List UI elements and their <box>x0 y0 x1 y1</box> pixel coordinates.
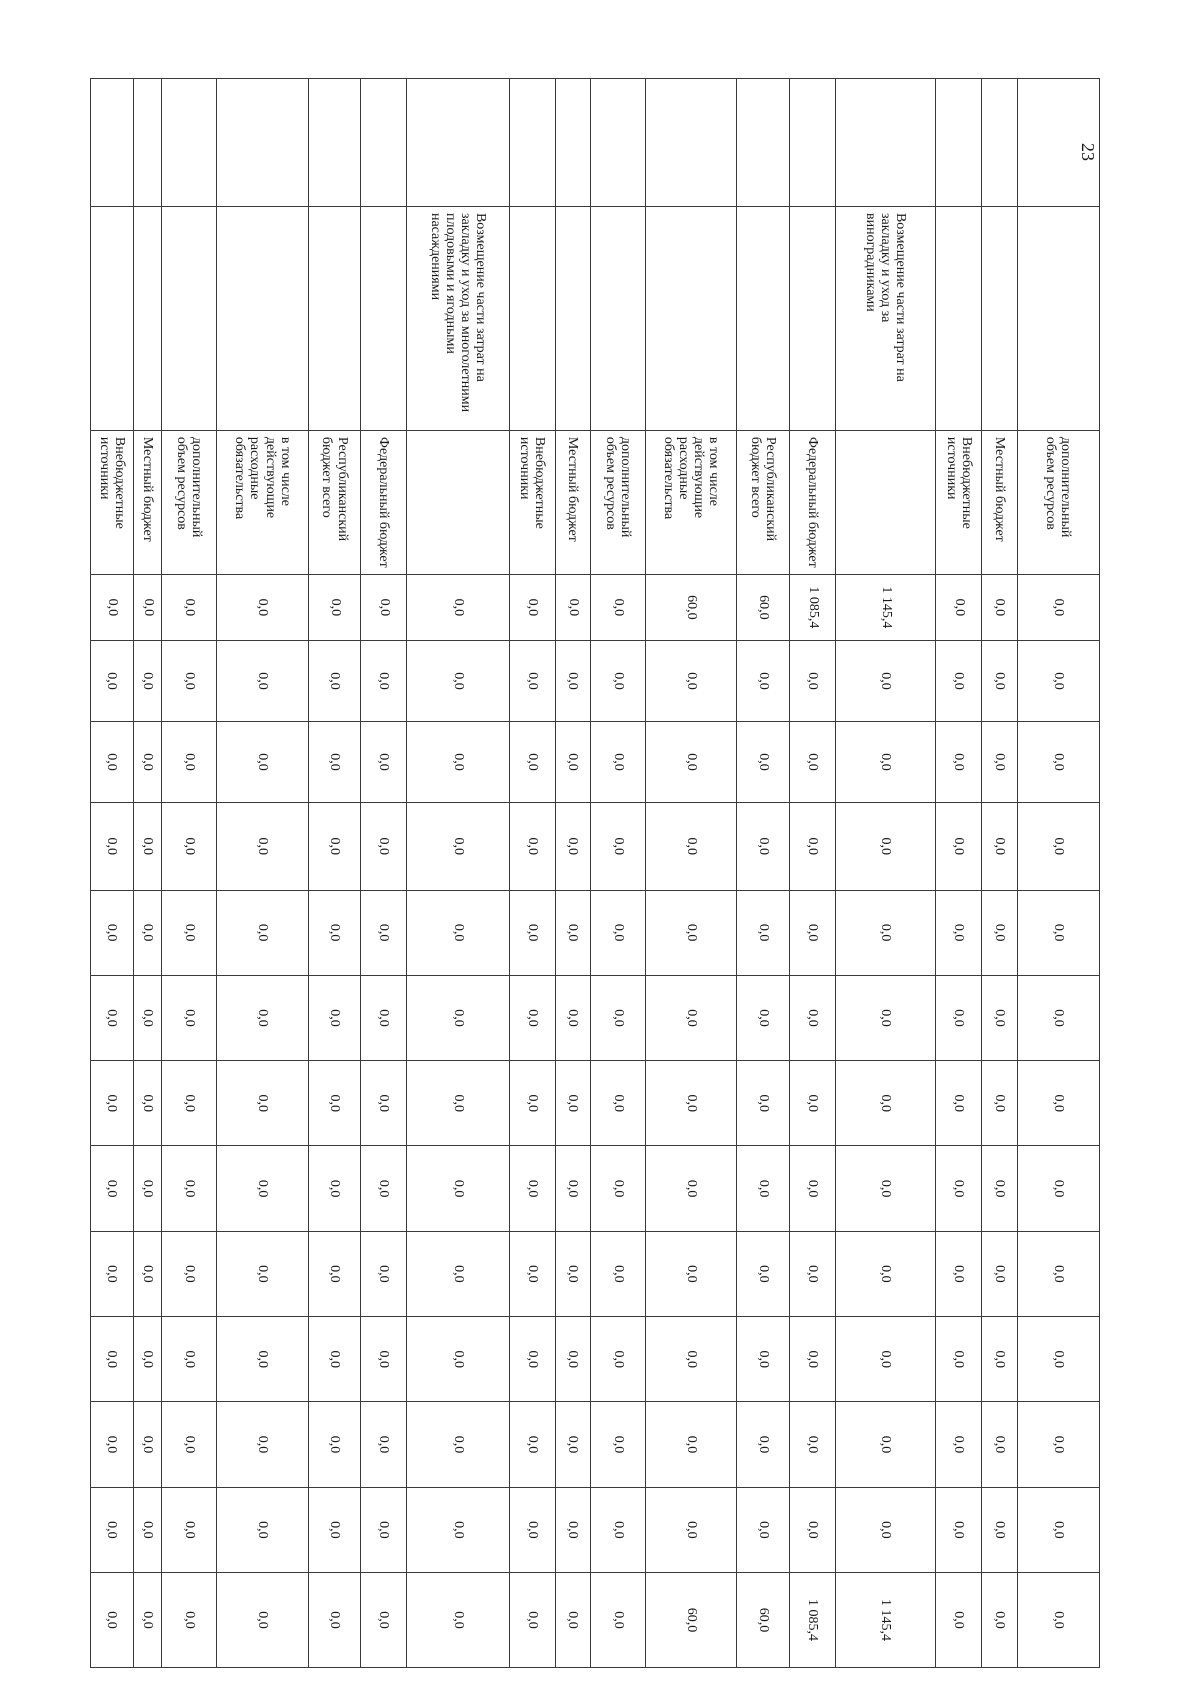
value-cell: 0,0 <box>308 1146 361 1231</box>
value-cell: 0,0 <box>162 975 217 1060</box>
value-cell: 0,0 <box>646 1231 737 1316</box>
value-cell: 0,0 <box>217 1146 308 1231</box>
value-cell: 0,0 <box>509 1317 555 1402</box>
value-cell: 0,0 <box>591 1231 646 1316</box>
value-cell: 0,0 <box>737 975 790 1060</box>
measure-cell <box>555 206 590 430</box>
value-cell: 0,0 <box>1017 1487 1099 1572</box>
funding-source-cell: Внебюджетные источники <box>936 430 982 574</box>
value-cell: 0,0 <box>591 803 646 890</box>
value-cell: 0,0 <box>217 975 308 1060</box>
value-cell: 0,0 <box>982 1573 1017 1668</box>
table-row <box>555 79 590 1668</box>
value-cell: 0,0 <box>555 803 590 890</box>
value-cell: 0,0 <box>646 1146 737 1231</box>
value-cell: 1 085,4 <box>790 574 836 640</box>
value-cell: 1 145,4 <box>835 1573 936 1668</box>
value-cell: 0,0 <box>555 975 590 1060</box>
blank-cell <box>361 79 407 207</box>
value-cell: 0,0 <box>407 574 510 640</box>
measure-cell <box>217 206 308 430</box>
value-cell: 0,0 <box>217 1487 308 1572</box>
value-cell: 0,0 <box>217 1317 308 1402</box>
value-cell: 0,0 <box>555 1573 590 1668</box>
value-cell: 0,0 <box>308 1231 361 1316</box>
value-cell: 0,0 <box>162 722 217 803</box>
value-cell: 0,0 <box>1017 1317 1099 1402</box>
value-cell: 0,0 <box>407 1061 510 1146</box>
value-cell: 0,0 <box>982 975 1017 1060</box>
value-cell: 0,0 <box>509 1402 555 1487</box>
funding-source-cell: дополнительный объем ресурсов <box>162 430 217 574</box>
value-cell: 0,0 <box>509 640 555 721</box>
value-cell: 0,0 <box>835 1317 936 1402</box>
value-cell: 0,0 <box>162 1231 217 1316</box>
value-cell: 0,0 <box>308 1573 361 1668</box>
value-cell: 0,0 <box>936 975 982 1060</box>
value-cell: 0,0 <box>217 640 308 721</box>
value-cell: 0,0 <box>646 1061 737 1146</box>
value-cell: 0,0 <box>982 1487 1017 1572</box>
value-cell: 0,0 <box>555 1061 590 1146</box>
table-row <box>308 79 361 1668</box>
value-cell: 0,0 <box>982 1061 1017 1146</box>
blank-cell <box>646 79 737 207</box>
measure-cell <box>361 206 407 430</box>
value-cell: 0,0 <box>737 1146 790 1231</box>
funding-source-cell: Местный бюджет <box>555 430 590 574</box>
value-cell: 0,0 <box>936 722 982 803</box>
value-cell: 0,0 <box>361 1146 407 1231</box>
value-cell: 0,0 <box>1017 1061 1099 1146</box>
value-cell: 0,0 <box>509 803 555 890</box>
value-cell: 0,0 <box>509 722 555 803</box>
value-cell: 0,0 <box>646 1317 737 1402</box>
blank-cell <box>936 79 982 207</box>
measure-cell <box>308 206 361 430</box>
value-cell: 0,0 <box>936 574 982 640</box>
value-cell: 0,0 <box>308 803 361 890</box>
value-cell: 0,0 <box>555 1487 590 1572</box>
value-cell: 0,0 <box>737 890 790 975</box>
value-cell: 0,0 <box>982 574 1017 640</box>
value-cell: 0,0 <box>936 640 982 721</box>
table-row <box>936 79 982 1668</box>
value-cell: 0,0 <box>1017 640 1099 721</box>
table-row <box>162 79 217 1668</box>
value-cell: 60,0 <box>737 1573 790 1668</box>
value-cell: 0,0 <box>133 722 162 803</box>
value-cell: 0,0 <box>91 1061 134 1146</box>
value-cell: 0,0 <box>133 803 162 890</box>
value-cell: 0,0 <box>308 1402 361 1487</box>
value-cell: 0,0 <box>407 1487 510 1572</box>
table-row <box>133 79 162 1668</box>
table-row <box>1017 79 1099 1668</box>
value-cell: 0,0 <box>509 1231 555 1316</box>
blank-cell <box>790 79 836 207</box>
funding-source-cell: Внебюджетные источники <box>91 430 134 574</box>
table-row <box>982 79 1017 1668</box>
value-cell: 0,0 <box>162 803 217 890</box>
value-cell: 0,0 <box>982 803 1017 890</box>
value-cell: 0,0 <box>91 803 134 890</box>
value-cell: 0,0 <box>1017 975 1099 1060</box>
value-cell: 60,0 <box>646 1573 737 1668</box>
value-cell: 0,0 <box>555 1402 590 1487</box>
value-cell: 0,0 <box>91 1231 134 1316</box>
value-cell: 0,0 <box>646 1402 737 1487</box>
measure-cell: Возмещение части затрат на закладку и уход за многолетними плодовыми и ягодными насаждениями <box>407 206 510 430</box>
value-cell: 0,0 <box>1017 722 1099 803</box>
value-cell: 0,0 <box>361 574 407 640</box>
value-cell: 0,0 <box>835 640 936 721</box>
value-cell: 0,0 <box>591 890 646 975</box>
blank-cell <box>591 79 646 207</box>
value-cell: 0,0 <box>737 803 790 890</box>
funding-source-cell: Местный бюджет <box>982 430 1017 574</box>
table-row <box>91 79 134 1668</box>
table-row <box>790 79 836 1668</box>
blank-cell <box>835 79 936 207</box>
value-cell: 0,0 <box>407 640 510 721</box>
funding-source-cell: Федеральный бюджет <box>790 430 836 574</box>
value-cell: 0,0 <box>217 1231 308 1316</box>
value-cell: 0,0 <box>936 1146 982 1231</box>
value-cell: 0,0 <box>361 1487 407 1572</box>
measure-cell <box>509 206 555 430</box>
value-cell: 0,0 <box>162 640 217 721</box>
value-cell: 0,0 <box>361 1061 407 1146</box>
value-cell: 0,0 <box>1017 1402 1099 1487</box>
value-cell: 0,0 <box>361 1402 407 1487</box>
funding-source-cell <box>835 430 936 574</box>
value-cell: 0,0 <box>936 1061 982 1146</box>
value-cell: 0,0 <box>835 975 936 1060</box>
funding-source-cell: Федеральный бюджет <box>361 430 407 574</box>
value-cell: 0,0 <box>407 1231 510 1316</box>
value-cell: 0,0 <box>555 640 590 721</box>
value-cell: 0,0 <box>162 1402 217 1487</box>
value-cell: 0,0 <box>509 1061 555 1146</box>
blank-cell <box>407 79 510 207</box>
funding-source-cell: дополнительный объем ресурсов <box>1017 430 1099 574</box>
blank-cell <box>982 79 1017 207</box>
measure-cell <box>982 206 1017 430</box>
value-cell: 0,0 <box>982 1231 1017 1316</box>
value-cell: 0,0 <box>133 890 162 975</box>
value-cell: 0,0 <box>407 803 510 890</box>
value-cell: 0,0 <box>1017 1573 1099 1668</box>
value-cell: 0,0 <box>509 1487 555 1572</box>
table-row <box>407 79 510 1668</box>
blank-cell <box>133 79 162 207</box>
table-row <box>835 79 936 1668</box>
value-cell: 0,0 <box>936 1487 982 1572</box>
value-cell: 0,0 <box>982 890 1017 975</box>
value-cell: 0,0 <box>790 803 836 890</box>
value-cell: 0,0 <box>790 1231 836 1316</box>
value-cell: 0,0 <box>737 1487 790 1572</box>
measure-cell <box>737 206 790 430</box>
value-cell: 0,0 <box>936 1573 982 1668</box>
value-cell: 0,0 <box>555 1231 590 1316</box>
value-cell: 0,0 <box>361 640 407 721</box>
value-cell: 0,0 <box>591 975 646 1060</box>
value-cell: 0,0 <box>555 1146 590 1231</box>
value-cell: 0,0 <box>133 1487 162 1572</box>
value-cell: 0,0 <box>91 574 134 640</box>
value-cell: 0,0 <box>133 574 162 640</box>
value-cell: 0,0 <box>217 574 308 640</box>
value-cell: 0,0 <box>790 1402 836 1487</box>
value-cell: 0,0 <box>790 1061 836 1146</box>
value-cell: 0,0 <box>591 574 646 640</box>
funding-source-cell: Республиканский бюджет всего <box>737 430 790 574</box>
value-cell: 0,0 <box>555 574 590 640</box>
table-row <box>361 79 407 1668</box>
value-cell: 0,0 <box>162 574 217 640</box>
value-cell: 0,0 <box>982 1146 1017 1231</box>
value-cell: 0,0 <box>308 640 361 721</box>
table-row <box>217 79 308 1668</box>
value-cell: 0,0 <box>407 1402 510 1487</box>
value-cell: 0,0 <box>1017 1231 1099 1316</box>
value-cell: 0,0 <box>591 1061 646 1146</box>
value-cell: 0,0 <box>835 1487 936 1572</box>
value-cell: 0,0 <box>591 1402 646 1487</box>
value-cell: 0,0 <box>982 1402 1017 1487</box>
value-cell: 0,0 <box>509 1146 555 1231</box>
value-cell: 0,0 <box>91 1402 134 1487</box>
value-cell: 0,0 <box>509 1573 555 1668</box>
value-cell: 0,0 <box>555 1317 590 1402</box>
value-cell: 0,0 <box>835 1231 936 1316</box>
value-cell: 0,0 <box>835 1146 936 1231</box>
value-cell: 0,0 <box>835 890 936 975</box>
value-cell: 0,0 <box>361 722 407 803</box>
value-cell: 0,0 <box>737 1402 790 1487</box>
value-cell: 0,0 <box>1017 574 1099 640</box>
funding-source-cell: в том числе действующие расходные обязательства <box>646 430 737 574</box>
value-cell: 0,0 <box>790 890 836 975</box>
value-cell: 0,0 <box>646 640 737 721</box>
value-cell: 0,0 <box>407 890 510 975</box>
value-cell: 0,0 <box>308 1487 361 1572</box>
value-cell: 0,0 <box>91 1317 134 1402</box>
measure-cell <box>162 206 217 430</box>
value-cell: 0,0 <box>591 1487 646 1572</box>
measure-cell <box>91 206 134 430</box>
value-cell: 0,0 <box>217 722 308 803</box>
value-cell: 0,0 <box>407 1146 510 1231</box>
value-cell: 0,0 <box>646 890 737 975</box>
measure-cell <box>646 206 737 430</box>
value-cell: 0,0 <box>162 1573 217 1668</box>
table-body <box>91 79 1100 1668</box>
value-cell: 0,0 <box>790 640 836 721</box>
value-cell: 0,0 <box>407 1573 510 1668</box>
value-cell: 0,0 <box>162 1061 217 1146</box>
value-cell: 0,0 <box>133 1573 162 1668</box>
blank-cell <box>91 79 134 207</box>
value-cell: 0,0 <box>308 722 361 803</box>
value-cell: 0,0 <box>982 722 1017 803</box>
value-cell: 0,0 <box>308 1061 361 1146</box>
value-cell: 0,0 <box>217 803 308 890</box>
value-cell: 0,0 <box>361 1573 407 1668</box>
table-row <box>509 79 555 1668</box>
table-row <box>737 79 790 1668</box>
value-cell: 0,0 <box>162 1487 217 1572</box>
table-row <box>646 79 737 1668</box>
measure-cell <box>591 206 646 430</box>
blank-cell <box>308 79 361 207</box>
blank-cell <box>162 79 217 207</box>
value-cell: 0,0 <box>646 722 737 803</box>
value-cell: 0,0 <box>1017 890 1099 975</box>
value-cell: 0,0 <box>91 890 134 975</box>
value-cell: 0,0 <box>936 1231 982 1316</box>
value-cell: 0,0 <box>737 722 790 803</box>
blank-cell <box>555 79 590 207</box>
funding-source-cell <box>407 430 510 574</box>
value-cell: 0,0 <box>361 890 407 975</box>
measure-cell: Возмещение части затрат на закладку и уход за виноградниками <box>835 206 936 430</box>
value-cell: 0,0 <box>509 574 555 640</box>
value-cell: 0,0 <box>162 1146 217 1231</box>
funding-source-cell: в том числе действующие расходные обязательства <box>217 430 308 574</box>
value-cell: 0,0 <box>308 1317 361 1402</box>
value-cell: 0,0 <box>835 803 936 890</box>
funding-source-cell: Местный бюджет <box>133 430 162 574</box>
value-cell: 0,0 <box>646 975 737 1060</box>
value-cell: 0,0 <box>1017 1146 1099 1231</box>
funding-source-cell: Республиканский бюджет всего <box>308 430 361 574</box>
value-cell: 0,0 <box>1017 803 1099 890</box>
value-cell: 0,0 <box>591 640 646 721</box>
value-cell: 0,0 <box>835 1061 936 1146</box>
value-cell: 0,0 <box>936 1402 982 1487</box>
value-cell: 0,0 <box>591 1317 646 1402</box>
page-number: 23 <box>1078 143 1098 161</box>
value-cell: 0,0 <box>133 1402 162 1487</box>
value-cell: 0,0 <box>982 640 1017 721</box>
blank-cell <box>217 79 308 207</box>
value-cell: 0,0 <box>509 975 555 1060</box>
blank-cell <box>509 79 555 207</box>
value-cell: 1 085,4 <box>790 1573 836 1668</box>
measure-cell <box>936 206 982 430</box>
value-cell: 60,0 <box>737 574 790 640</box>
value-cell: 0,0 <box>835 722 936 803</box>
value-cell: 0,0 <box>91 1573 134 1668</box>
value-cell: 0,0 <box>835 1402 936 1487</box>
value-cell: 0,0 <box>790 722 836 803</box>
value-cell: 0,0 <box>361 975 407 1060</box>
value-cell: 0,0 <box>737 640 790 721</box>
value-cell: 60,0 <box>646 574 737 640</box>
value-cell: 0,0 <box>361 1317 407 1402</box>
value-cell: 0,0 <box>133 640 162 721</box>
value-cell: 0,0 <box>737 1061 790 1146</box>
value-cell: 0,0 <box>217 1061 308 1146</box>
value-cell: 0,0 <box>308 890 361 975</box>
value-cell: 0,0 <box>591 1146 646 1231</box>
value-cell: 0,0 <box>591 722 646 803</box>
value-cell: 0,0 <box>407 722 510 803</box>
value-cell: 0,0 <box>790 1487 836 1572</box>
measure-cell <box>133 206 162 430</box>
value-cell: 0,0 <box>217 1402 308 1487</box>
measure-cell <box>790 206 836 430</box>
value-cell: 0,0 <box>162 1317 217 1402</box>
funding-source-cell: Внебюджетные источники <box>509 430 555 574</box>
value-cell: 1 145,4 <box>835 574 936 640</box>
value-cell: 0,0 <box>308 574 361 640</box>
value-cell: 0,0 <box>790 1317 836 1402</box>
value-cell: 0,0 <box>162 890 217 975</box>
value-cell: 0,0 <box>790 975 836 1060</box>
value-cell: 0,0 <box>509 890 555 975</box>
value-cell: 0,0 <box>790 1146 836 1231</box>
value-cell: 0,0 <box>91 1487 134 1572</box>
value-cell: 0,0 <box>133 1231 162 1316</box>
value-cell: 0,0 <box>407 975 510 1060</box>
value-cell: 0,0 <box>361 1231 407 1316</box>
value-cell: 0,0 <box>737 1317 790 1402</box>
value-cell: 0,0 <box>407 1317 510 1402</box>
table-row <box>591 79 646 1668</box>
value-cell: 0,0 <box>555 722 590 803</box>
value-cell: 0,0 <box>936 890 982 975</box>
value-cell: 0,0 <box>91 722 134 803</box>
value-cell: 0,0 <box>591 1573 646 1668</box>
budget-table <box>90 78 1100 1668</box>
value-cell: 0,0 <box>133 1061 162 1146</box>
measure-cell <box>1017 206 1099 430</box>
funding-source-cell: дополнительный объем ресурсов <box>591 430 646 574</box>
rotated-page <box>90 78 1100 1668</box>
value-cell: 0,0 <box>555 890 590 975</box>
value-cell: 0,0 <box>217 890 308 975</box>
value-cell: 0,0 <box>737 1231 790 1316</box>
value-cell: 0,0 <box>91 975 134 1060</box>
value-cell: 0,0 <box>91 1146 134 1231</box>
value-cell: 0,0 <box>982 1317 1017 1402</box>
blank-cell <box>737 79 790 207</box>
value-cell: 0,0 <box>91 640 134 721</box>
value-cell: 0,0 <box>361 803 407 890</box>
value-cell: 0,0 <box>646 1487 737 1572</box>
value-cell: 0,0 <box>308 975 361 1060</box>
value-cell: 0,0 <box>646 803 737 890</box>
value-cell: 0,0 <box>133 1146 162 1231</box>
value-cell: 0,0 <box>217 1573 308 1668</box>
value-cell: 0,0 <box>936 803 982 890</box>
value-cell: 0,0 <box>133 1317 162 1402</box>
value-cell: 0,0 <box>133 975 162 1060</box>
value-cell: 0,0 <box>936 1317 982 1402</box>
